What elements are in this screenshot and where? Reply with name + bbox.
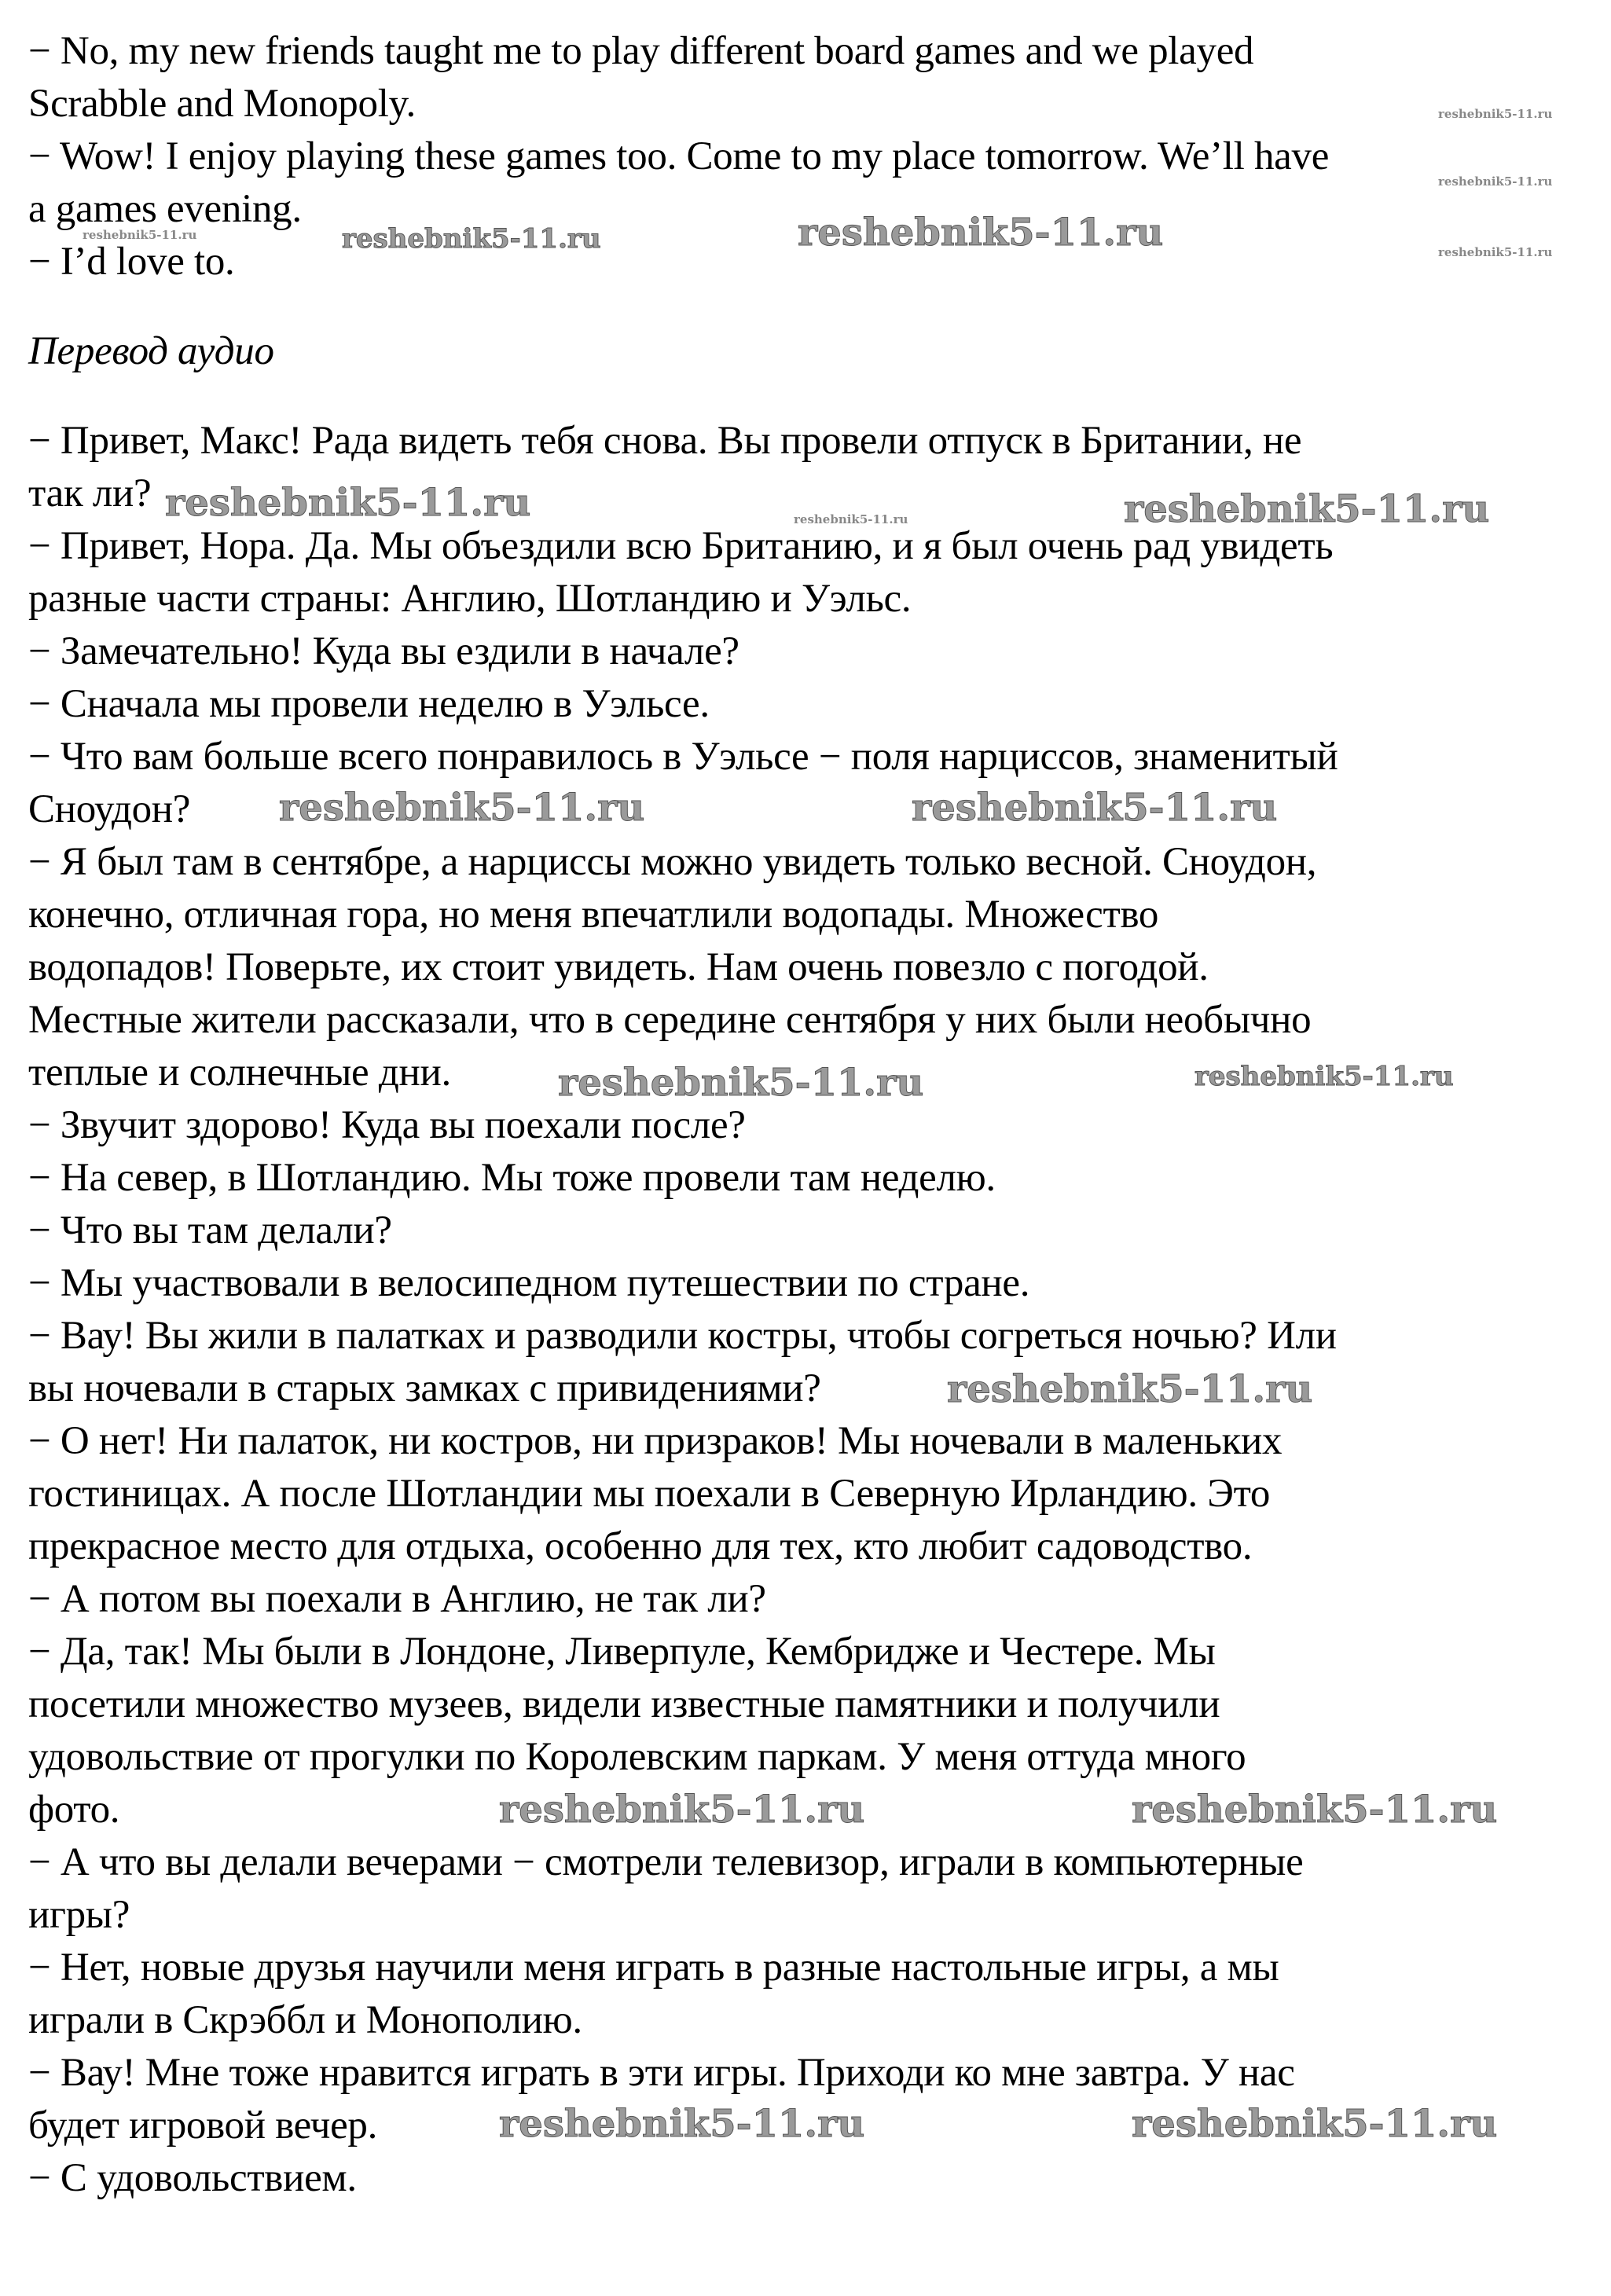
watermark: reshebnik5-11.ru — [499, 1788, 865, 1832]
dialogue-line: − А что вы делали вечерами − смотрели телевизор, играли в компьютерные — [28, 1840, 1304, 1884]
dialogue-line: − Замечательно! Куда вы ездили в начале? — [28, 629, 739, 673]
dialogue-line: теплые и солнечные дни. — [28, 1051, 451, 1095]
dialogue-line: − Wow! I enjoy playing these games too. Come to my place tomorrow. We’ll have — [28, 134, 1330, 178]
translation-heading: Перевод аудио — [28, 329, 274, 373]
watermark: reshebnik5-11.ru — [83, 228, 197, 242]
dialogue-line: − С удовольствием. — [28, 2156, 357, 2200]
watermark: reshebnik5-11.ru — [912, 786, 1278, 830]
dialogue-line: − Привет, Макс! Рада видеть тебя снова. Вы провели отпуск в Британии, не — [28, 419, 1302, 463]
dialogue-line: так ли? — [28, 471, 152, 515]
watermark: reshebnik5-11.ru — [798, 211, 1164, 255]
dialogue-line: a games evening. — [28, 187, 302, 231]
watermark: reshebnik5-11.ru — [499, 2102, 865, 2146]
watermark: reshebnik5-11.ru — [1194, 1061, 1454, 1092]
dialogue-line: играли в Скрэббл и Монополию. — [28, 1998, 582, 2042]
watermark: reshebnik5-11.ru — [794, 512, 908, 526]
dialogue-line: − Да, так! Мы были в Лондоне, Ливерпуле, Кембридже и Честере. Мы — [28, 1630, 1216, 1674]
dialogue-line: − Что вам больше всего понравилось в Уэльсе − поля нарциссов, знаменитый — [28, 735, 1338, 779]
dialogue-line: Scrabble and Monopoly. — [28, 82, 416, 126]
translation-dialogue — [28, 415, 1592, 2205]
dialogue-line: водопадов! Поверьте, их стоит увидеть. Нам очень повезло с погодой. — [28, 945, 1209, 989]
watermark: reshebnik5-11.ru — [1438, 107, 1553, 121]
watermark: reshebnik5-11.ru — [1132, 1788, 1498, 1832]
dialogue-line: Местные жители рассказали, что в середине сентября у них были необычно — [28, 998, 1312, 1042]
dialogue-line: − Вау! Вы жили в палатках и разводили костры, чтобы согреться ночью? Или — [28, 1314, 1337, 1358]
watermark: reshebnik5-11.ru — [165, 481, 531, 525]
dialogue-line: − No, my new friends taught me to play different board games and we played — [28, 29, 1254, 73]
dialogue-line: − Что вы там делали? — [28, 1209, 392, 1253]
dialogue-line: − А потом вы поехали в Англию, не так ли? — [28, 1577, 766, 1621]
dialogue-line: вы ночевали в старых замках с привидениями? — [28, 1366, 821, 1410]
watermark: reshebnik5-11.ru — [947, 1367, 1313, 1411]
dialogue-line: − Нет, новые друзья научили меня играть в разные настольные игры, а мы — [28, 1946, 1279, 1990]
dialogue-line: − Мы участвовали в велосипедном путешествии по стране. — [28, 1261, 1030, 1305]
dialogue-line: Сноудон? — [28, 787, 191, 831]
dialogue-line: − На север, в Шотландию. Мы тоже провели там неделю. — [28, 1156, 996, 1200]
dialogue-line: − О нет! Ни палаток, ни костров, ни призраков! Мы ночевали в маленьких — [28, 1419, 1283, 1463]
dialogue-line: разные части страны: Англию, Шотландию и Уэльс. — [28, 577, 912, 621]
dialogue-line: − I’d love to. — [28, 240, 235, 284]
watermark: reshebnik5-11.ru — [1124, 487, 1490, 531]
dialogue-line: удовольствие от прогулки по Королевским паркам. У меня оттуда много — [28, 1735, 1246, 1779]
watermark: reshebnik5-11.ru — [1438, 174, 1553, 189]
watermark: reshebnik5-11.ru — [558, 1061, 924, 1105]
dialogue-line: конечно, отличная гора, но меня впечатлили водопады. Множество — [28, 893, 1159, 937]
dialogue-line: будет игровой вечер. — [28, 2103, 378, 2147]
document-body — [28, 25, 1592, 2205]
watermark: reshebnik5-11.ru — [1438, 245, 1553, 259]
dialogue-line: − Привет, Нора. Да. Мы объездили всю Британию, и я был очень рад увидеть — [28, 524, 1334, 568]
watermark: reshebnik5-11.ru — [1132, 2102, 1498, 2146]
dialogue-line: игры? — [28, 1893, 130, 1937]
dialogue-line: − Вау! Мне тоже нравится играть в эти игры. Приходи ко мне завтра. У нас — [28, 2051, 1295, 2095]
dialogue-line: гостиницах. А после Шотландии мы поехали в Северную Ирландию. Это — [28, 1472, 1271, 1516]
dialogue-line: − Звучит здорово! Куда вы поехали после? — [28, 1103, 746, 1147]
dialogue-line: − Я был там в сентябре, а нарциссы можно увидеть только весной. Сноудон, — [28, 840, 1317, 884]
dialogue-line: фото. — [28, 1788, 120, 1832]
watermark: reshebnik5-11.ru — [279, 786, 645, 830]
dialogue-line: − Сначала мы провели неделю в Уэльсе. — [28, 682, 710, 726]
dialogue-line: посетили множество музеев, видели известные памятники и получили — [28, 1682, 1220, 1726]
dialogue-line: прекрасное место для отдыха, особенно для тех, кто любит садоводство. — [28, 1524, 1253, 1568]
watermark: reshebnik5-11.ru — [342, 223, 601, 255]
